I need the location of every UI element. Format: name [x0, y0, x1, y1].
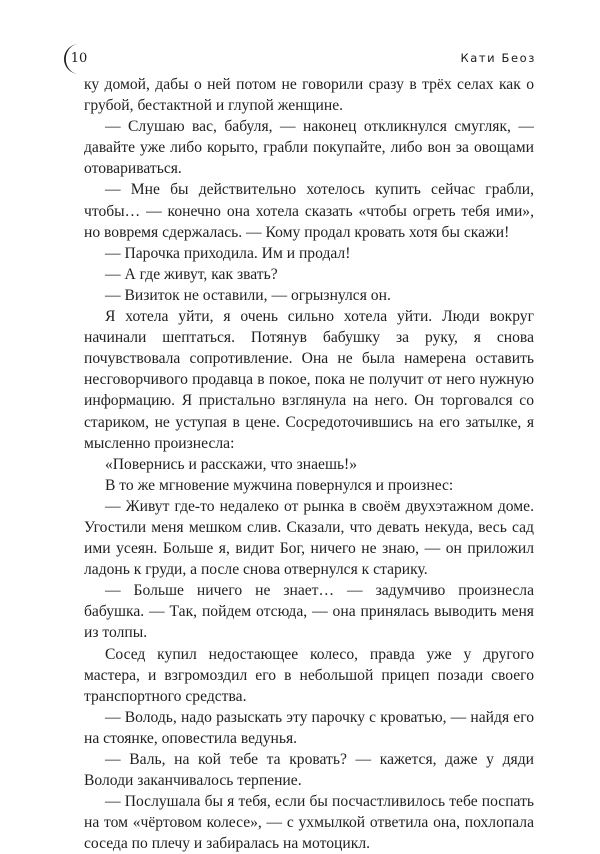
paragraph: — Парочка приходила. Им и продал!	[105, 244, 351, 262]
page-number: 10	[70, 51, 88, 66]
paragraph: Сосед купил недостающее колесо, правда уже у другого мастера, и взгромоздил его в небольшой прицеп позади своего транспортного средства.	[84, 645, 534, 705]
paragraph: — А где живут, как звать?	[105, 265, 278, 283]
paragraph: — Валь, на кой тебе та кровать? — кажется, даже у дяди Володи заканчивалось терпение.	[84, 751, 534, 790]
paragraph: — Послушала бы я тебя, если бы посчастливилось тебе поспать на том «чёртовом колесе», — с ухмылкой ответила она, похлопала соседа по плечу и забиралась на мотоцикл.	[84, 793, 534, 853]
paragraph: — Слушаю вас, бабуля, — наконец откликнулся смугляк, — давайте уже либо корыто, грабли покупайте, либо вон за овощами отовариваться.	[84, 118, 534, 178]
paragraph: «Повернись и расскажи, что знаешь!»	[105, 455, 358, 473]
paragraph: Я хотела уйти, я очень сильно хотела уйти. Люди вокруг начинали шептаться. Потянув бабушку за руку, я снова почувствовала сопротивление. Она не была намерена оставить несговорчивого продавца в покое, пока не получит от него нужную информацию. Я пристально взглянула на него. Он торговался со стариком, не уступая в цене. Сосредоточившись на его затылке, я мысленно произнесла:	[84, 308, 534, 452]
paragraph: — Больше ничего не знает… — задумчиво произнесла бабушка. — Так, пойдем отсюда, — она принялась выводить меня из толпы.	[84, 582, 534, 642]
paragraph: — Володь, надо разыскать эту парочку с кроватью, — найдя его на стоянке, оповестила ведунья.	[84, 708, 534, 747]
paragraph: — Визиток не оставили, — огрызнулся он.	[105, 286, 391, 304]
body-text	[84, 74, 534, 854]
paragraph: В то же мгновение мужчина повернулся и произнес:	[105, 476, 454, 494]
paragraph: — Живут где-то недалеко от рынка в своём двухэтажном доме. Угостили меня мешком слив. Сказали, что девать некуда, весь сад ими усеян. Больше я, видит Бог, ничего не знаю, — он приложил ладонь к груди, а после снова отвернулся к старику.	[84, 497, 534, 579]
paragraph: ку домой, дабы о ней потом не говорили сразу в трёх селах как о грубой, бестактной и глупой женщине.	[84, 76, 534, 115]
paragraph: — Мне бы действительно хотелось купить сейчас грабли, чтобы… — конечно она хотела сказать «чтобы огреть тебя ими», но вовремя сдержалась. — Кому продал кровать хотя бы скажи!	[84, 181, 534, 241]
running-head-author: Кати Беоз	[460, 51, 536, 65]
page-number-badge	[62, 42, 96, 76]
